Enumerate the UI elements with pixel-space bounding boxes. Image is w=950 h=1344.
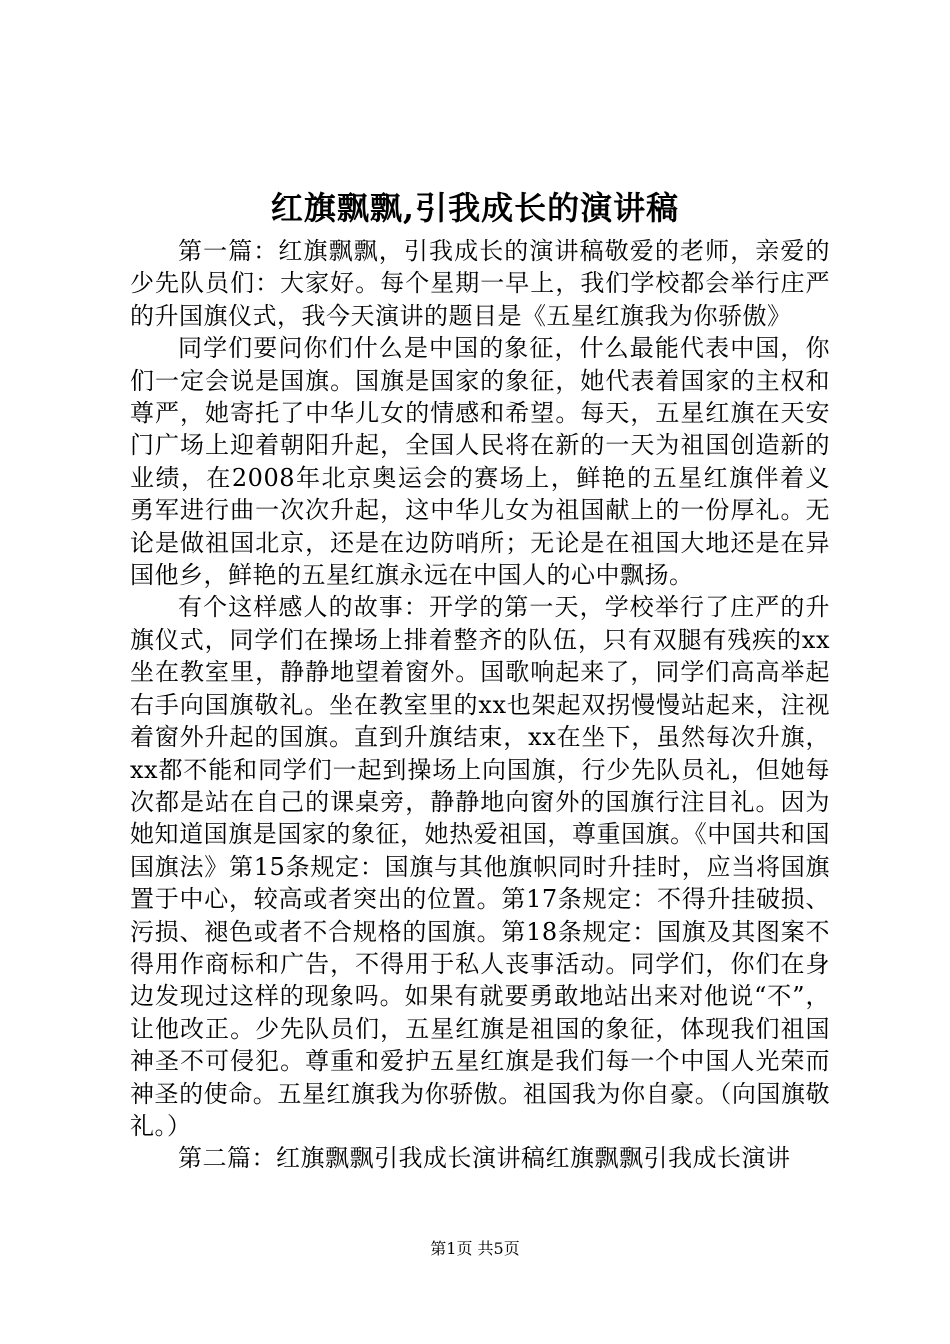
document-body xyxy=(130,235,830,1175)
paragraph-3: 有个这样感人的故事：开学的第一天，学校举行了庄严的升旗仪式，同学们在操场上排着整齐的队伍，只有双腿有残疾的xx坐在教室里，静静地望着窗外。国歌响起来了，同学们高高举起右手向国旗敬礼。坐在教室里的xx也架起双拐慢慢站起来，注视着窗外升起的国旗。直到升旗结束，xx在坐下，虽然每次升旗，xx都不能和同学们一起到操场上向国旗，行少先队员礼，但她每次都是站在自己的课桌旁，静静地向窗外的国旗行注目礼。因为她知道国旗是国家的象征，她热爱祖国，尊重国旗。《中国共和国国旗法》第15条规定：国旗与其他旗帜同时升挂时，应当将国旗置于中心，较高或者突出的位置。第17条规定：不得升挂破损、污损、褪色或者不合规格的国旗。第18条规定：国旗及其图案不得用作商标和广告，不得用于私人丧事活动。同学们，你们在身边发现过这样的现象吗。如果有就要勇敢地站出来对他说“不”，让他改正。少先队员们，五星红旗是祖国的象征，体现我们祖国神圣不可侵犯。尊重和爱护五星红旗是我们每一个中国人光荣而神圣的使命。五星红旗我为你骄傲。祖国我为你自豪。（向国旗敬礼。） xyxy=(130,593,830,1140)
document-title: 红旗飘飘,引我成长的演讲稿 xyxy=(270,189,680,227)
paragraph-2: 同学们要问你们什么是中国的象征，什么最能代表中国，你们一定会说是国旗。国旗是国家的象征，她代表着国家的主权和尊严，她寄托了中华儿女的情感和希望。每天，五星红旗在天安门广场上迎着朝阳升起，全国人民将在新的一天为祖国创造新的业绩，在2008年北京奥运会的赛场上，鲜艳的五星红旗伴着义勇军进行曲一次次升起，这中华儿女为祖国献上的一份厚礼。无论是做祖国北京，还是在边防哨所；无论是在祖国大地还是在异国他乡，鲜艳的五星红旗永远在中国人的心中飘扬。 xyxy=(130,334,830,590)
page-footer: 第1页 共5页 xyxy=(430,1239,520,1258)
paragraph-4: 第二篇：红旗飘飘引我成长演讲稿红旗飘飘引我成长演讲 xyxy=(178,1144,791,1173)
paragraph-1: 第一篇：红旗飘飘，引我成长的演讲稿敬爱的老师，亲爱的少先队员们：大家好。每个星期一早上，我们学校都会举行庄严的升国旗仪式，我今天演讲的题目是《五星红旗我为你骄傲》 xyxy=(130,237,830,330)
